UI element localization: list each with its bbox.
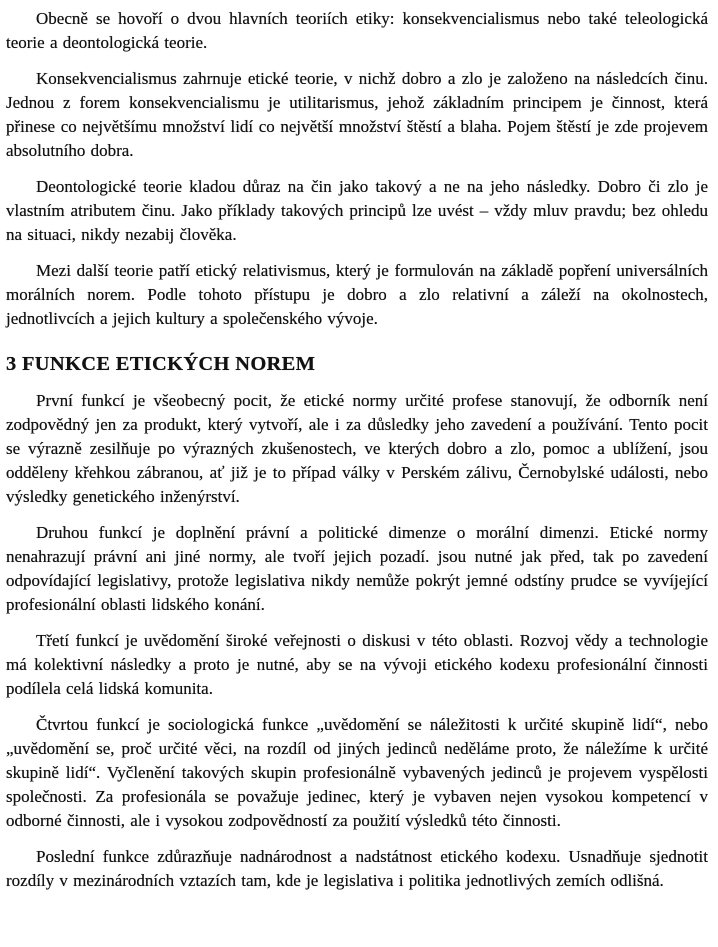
paragraph-second-function: Druhou funkcí je doplnění právní a politické dimenze o morální dimenzi. Etické normy nenahrazují právní ani jiné normy, ale tvoří jejich pozadí. jsou nutné jak před, tak po zavedení odpovídající legislativy, protože legislativa nikdy nemůže pokrýt jemné odstíny prudce se vyvíjející profesionální oblasti lidského konání.: [6, 523, 708, 614]
section-heading-functions-of-ethical-norms: 3 FUNKCE ETICKÝCH NOREM: [6, 353, 316, 375]
paragraph-third-function: Třetí funkcí je uvědomění široké veřejnosti o diskusi v této oblasti. Rozvoj vědy a technologie má kolektivní následky a proto je nutné, aby se na vývoji etického kodexu profesionální činnosti podílela celá lidská komunita.: [6, 631, 708, 698]
paragraph-first-function: První funkcí je všeobecný pocit, že etické normy určité profese stanovují, že odborník není zodpovědný jen za produkt, který vytvoří, ale i za důsledky jeho zavedení a používání. Tento pocit se výrazně zesilňuje po výrazných zkušenostech, ve kterých dobro a zlo, pomoc a ublížení, jsou odděleny křehkou zábranou, ať již je to případ války v Perském zálivu, Černobylské události, nebo výsledky genetického inženýrství.: [6, 391, 708, 506]
paragraph-relativism: Mezi další teorie patří etický relativismus, který je formulován na základě popření universálních morálních norem. Podle tohoto přístupu je dobro a zlo relativní a záleží na okolnostech, jednotlivcích a jejich kultury a společenského vývoje.: [6, 261, 708, 328]
paragraph-deontology: Deontologické teorie kladou důraz na čin jako takový a ne na jeho následky. Dobro či zlo je vlastním atributem činu. Jako příklady takových principů lze uvést – vždy mluv pravdu; bez ohledu na situaci, nikdy nezabij člověka.: [6, 177, 708, 244]
paragraph-last-function: Poslední funkce zdůrazňuje nadnárodnost a nadstátnost etického kodexu. Usnadňuje sjednotit rozdíly v mezinárodních vztazích tam, kde je legislativa i politika jednotlivých zemích odlišná.: [6, 847, 708, 890]
paragraph-fourth-function: Čtvrtou funkcí je sociologická funkce „uvědomění se náležitosti k určité skupině lidí“, nebo „uvědomění se, proč určité věci, na rozdíl od jiných jedinců neděláme proto, že náležíme k určité skupině lidí“. Vyčlenění takových skupin profesionálně vybavených jedinců je projevem vyspělosti společnosti. Za profesionála se považuje jedinec, který je vybaven nejen vysokou kompetencí v odborné činnosti, ale i vysokou zodpovědností za použití výsledků této činnosti.: [6, 715, 708, 830]
paragraph-consequentialism: Konsekvencialismus zahrnuje etické teorie, v nichž dobro a zlo je založeno na následcích činu. Jednou z forem konsekvencialismu je utilitarismus, jehož základním principem je činnost, která přinese co největšímu množství lidí co největší množství štěstí a blaha. Pojem štěstí je zde projevem absolutního dobra.: [6, 69, 708, 160]
paragraph-intro-theories: Obecně se hovoří o dvou hlavních teoriích etiky: konsekvencialismus nebo také teleologická teorie a deontologická teorie.: [6, 9, 708, 52]
